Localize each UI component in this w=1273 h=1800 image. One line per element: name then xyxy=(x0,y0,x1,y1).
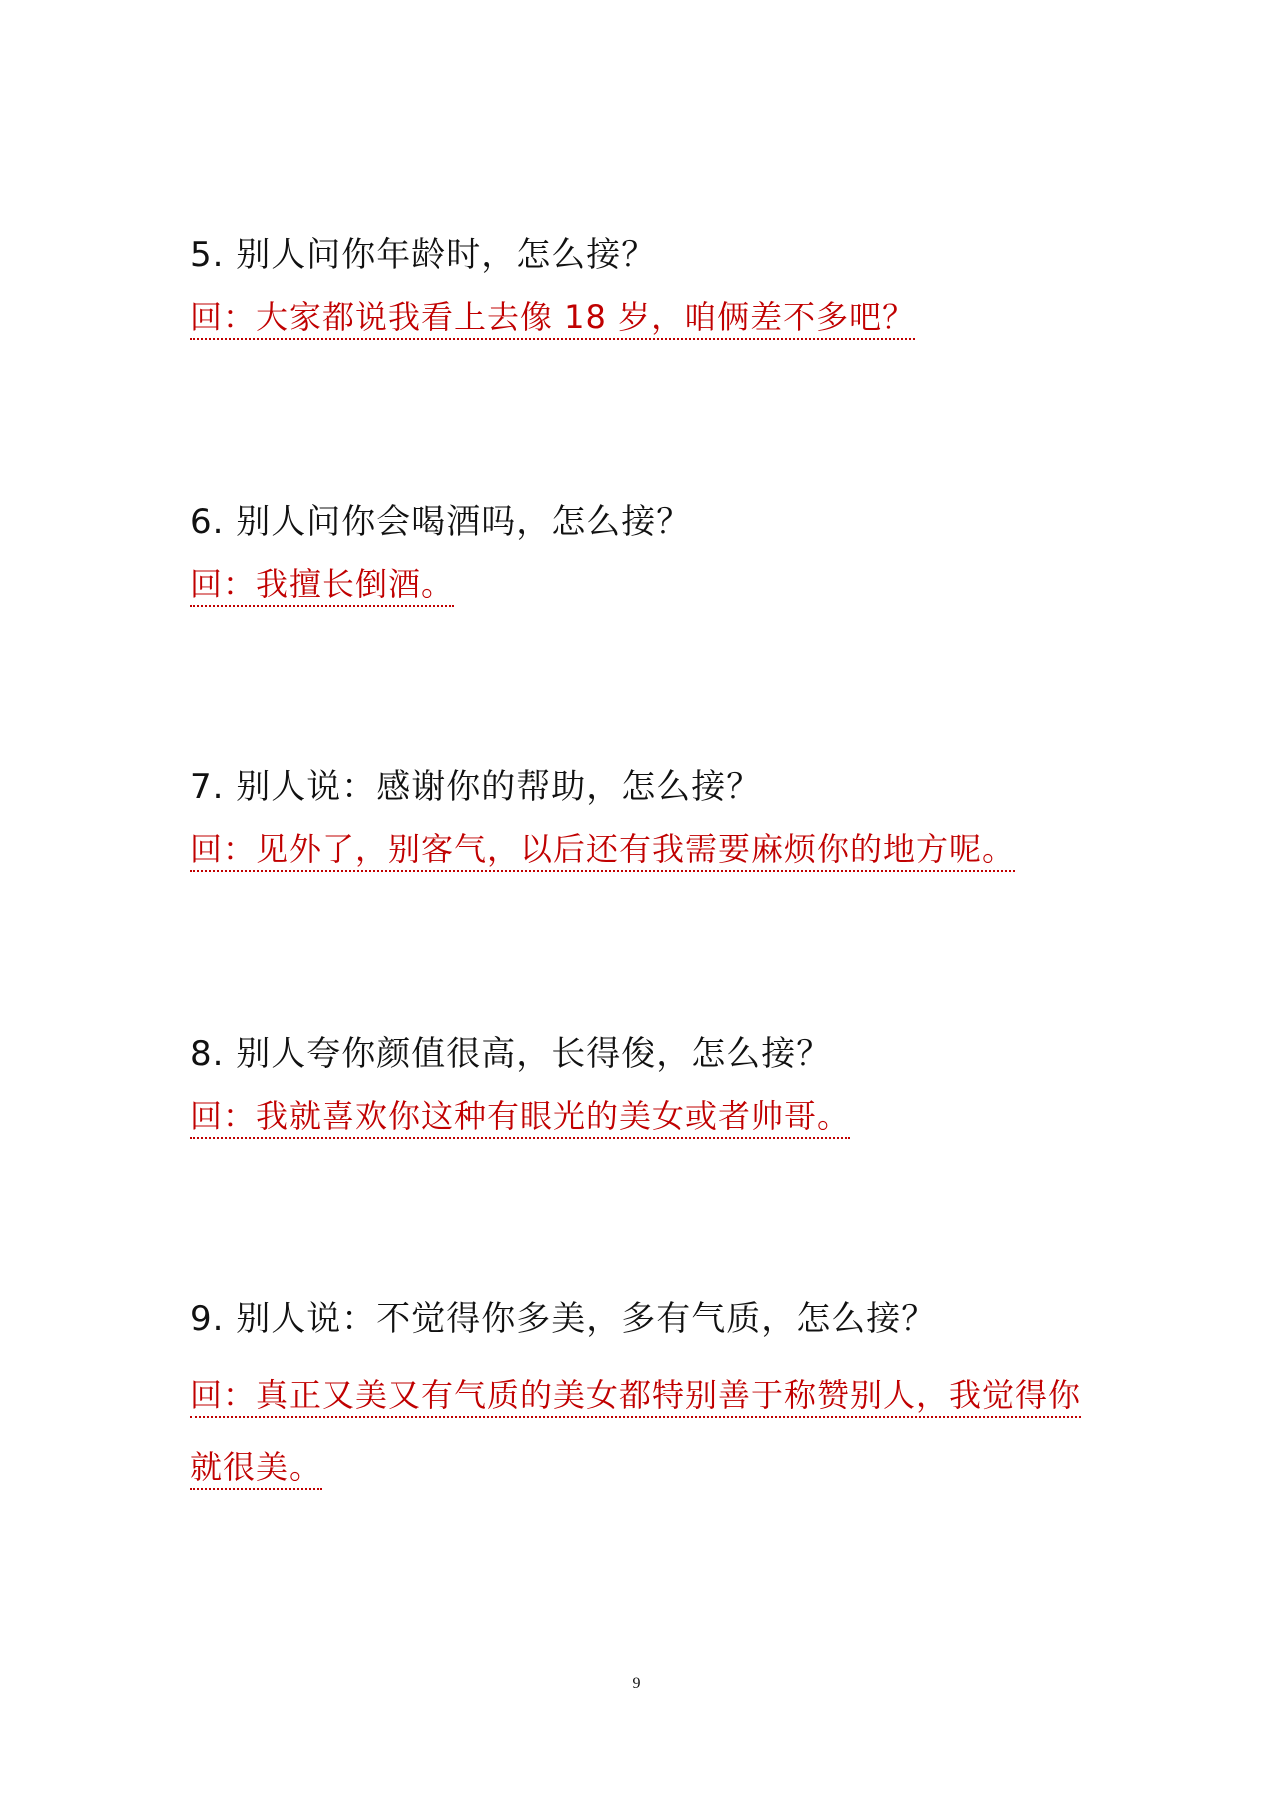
answer-5-text: 回：大家都说我看上去像 18 岁，咱俩差不多吧？ xyxy=(190,298,915,340)
qa-item-6 xyxy=(190,500,1090,606)
question-5: 5. 别人问你年龄时，怎么接？ xyxy=(190,235,657,275)
answer-6 xyxy=(190,562,1090,606)
question-8: 8. 别人夸你颜值很高，长得俊，怎么接？ xyxy=(190,1034,832,1074)
answer-8-text: 回：我就喜欢你这种有眼光的美女或者帅哥。 xyxy=(190,1097,850,1139)
answer-8 xyxy=(190,1094,1090,1138)
qa-item-7 xyxy=(190,765,1090,871)
question-9: 9. 别人说：不觉得你多美，多有气质，怎么接？ xyxy=(190,1299,937,1339)
answer-7 xyxy=(190,827,1090,871)
answer-9-text: 回：真正又美又有气质的美女都特别善于称赞别人，我觉得你就很美。 xyxy=(190,1376,1081,1490)
qa-item-8 xyxy=(190,1032,1090,1138)
qa-item-5 xyxy=(190,233,1090,339)
answer-5 xyxy=(190,295,1090,339)
answer-7-text: 回：见外了，别客气，以后还有我需要麻烦你的地方呢。 xyxy=(190,830,1015,872)
answer-6-text: 回：我擅长倒酒。 xyxy=(190,565,454,607)
question-6: 6. 别人问你会喝酒吗，怎么接？ xyxy=(190,502,692,542)
question-7: 7. 别人说：感谢你的帮助，怎么接？ xyxy=(190,767,762,807)
page-number: 9 xyxy=(632,1675,641,1692)
qa-item-9 xyxy=(190,1297,1090,1503)
answer-9 xyxy=(190,1359,1090,1503)
